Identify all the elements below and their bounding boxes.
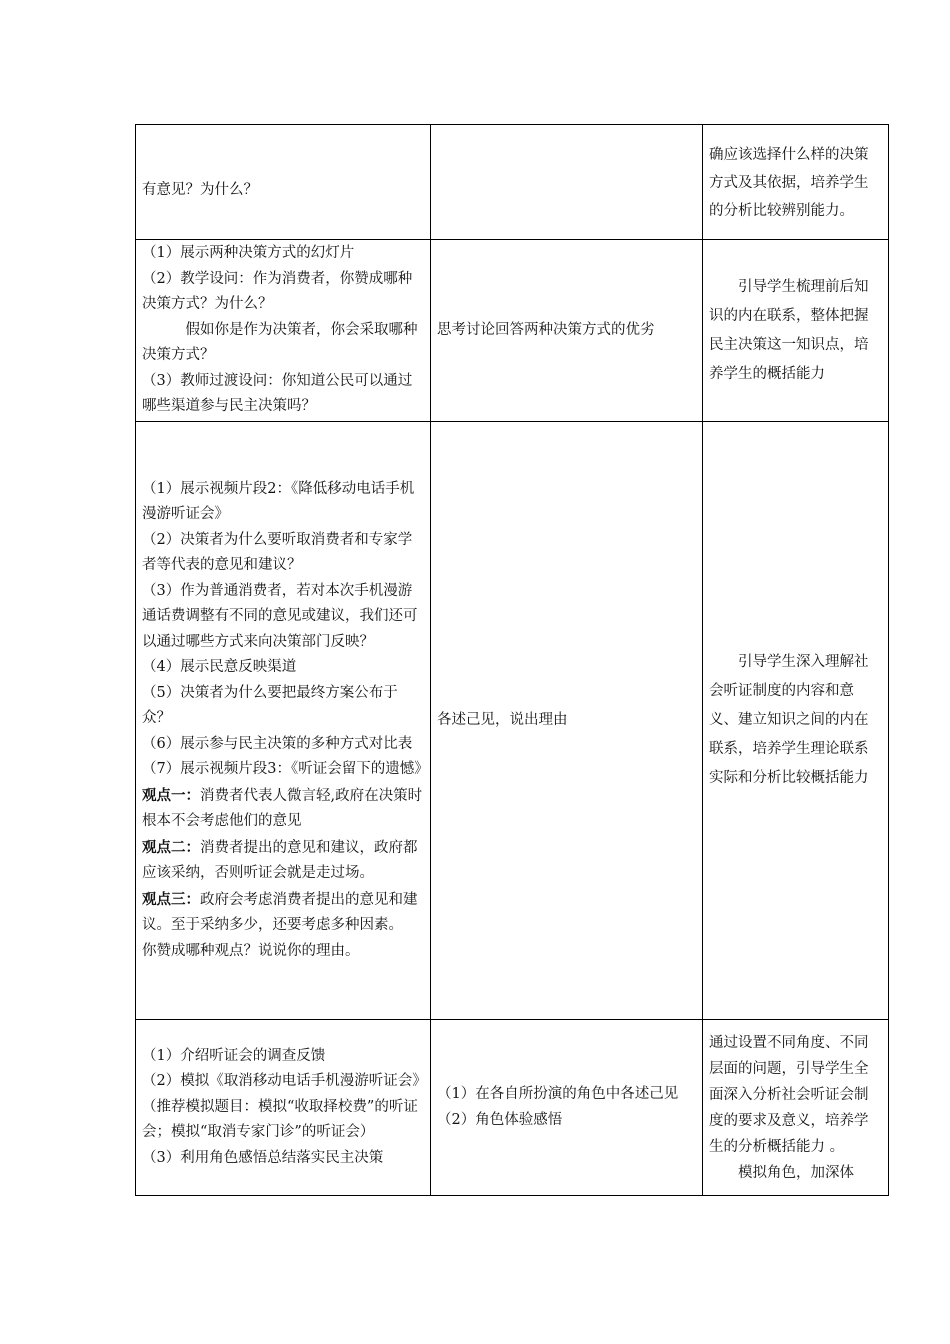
cell-text: 通过设置不同角度、不同层面的问题，引导学生全面深入分析社会听证会制度的要求及意义，培养学生的分析概括能力 。 (709, 1034, 869, 1155)
student-activity-cell (431, 240, 703, 422)
table-row (136, 125, 889, 240)
design-intent-cell (703, 1020, 889, 1196)
cell-text: 思考讨论回答两种决策方式的优劣 (437, 321, 655, 338)
viewpoint-label: 观点三： (142, 890, 200, 908)
cell-text: （2）模拟《取消移动电话手机漫游听证会》 (142, 1073, 427, 1090)
cell-text: 确应该选择什么样的决策方式及其依据，培养学生的分析比较辨别能力。 (709, 147, 869, 219)
cell-text: （3）利用角色感悟总结落实民主决策 (142, 1149, 384, 1166)
cell-text: 引导学生深入理解社会听证制度的内容和意义、建立知识之间的内在联系，培养学生理论联系实际和分析比较概括能力 (709, 654, 869, 786)
cell-text: （6）展示参与民主决策的多种方式对比表 (142, 735, 413, 752)
viewpoint-text: 消费者代表人微言轻,政府在决策时根本不会考虑他们的意见 (142, 787, 423, 830)
viewpoint-1 (142, 783, 424, 835)
cell-text: （2）决策者为什么要听取消费者和专家学者等代表的意见和建议？ (142, 531, 413, 574)
cell-text: （2）教学设问：作为消费者，你赞成哪种决策方式？为什么？ (142, 270, 413, 313)
design-intent-cell (703, 125, 889, 240)
cell-text: （3）教师过渡设问：你知道公民可以通过哪些渠道参与民主决策吗？ (142, 372, 413, 415)
cell-text: 有意见？为什么？ (142, 182, 258, 199)
lesson-plan-table (135, 124, 889, 1196)
design-intent-cell (703, 240, 889, 422)
cell-text: 模拟角色，加深体 (738, 1164, 854, 1181)
teacher-activity-cell (136, 240, 431, 422)
cell-text: （推荐模拟题目：模拟“收取择校费”的听证会；模拟“取消专家门诊”的听证会） (142, 1098, 418, 1141)
viewpoint-label: 观点二： (142, 838, 200, 856)
viewpoint-text: 消费者提出的意见和建议，政府都应该采纳，否则听证会就是走过场。 (142, 839, 418, 882)
teacher-activity-cell (136, 1020, 431, 1196)
cell-text: （7）展示视频片段3：《听证会留下的遗憾》 (142, 761, 429, 778)
cell-text: 你赞成哪种观点？说说你的理由。 (142, 942, 360, 959)
student-activity-cell (431, 125, 703, 240)
table-row (136, 240, 889, 422)
cell-text: （1）展示视频片段2：《降低移动电话手机漫游听证会》 (142, 480, 415, 523)
teacher-activity-cell (136, 125, 431, 240)
teacher-activity-cell (136, 422, 431, 1020)
student-activity-cell (431, 422, 703, 1020)
cell-text: 各述己见，说出理由 (437, 711, 568, 728)
viewpoint-2 (142, 835, 424, 887)
cell-text: （5）决策者为什么要把最终方案公布于众？ (142, 684, 398, 727)
cell-text: 假如你是作为决策者，你会采取哪种决策方式？ (142, 321, 418, 364)
viewpoint-3 (142, 887, 424, 939)
cell-text: （2）角色体验感悟 (437, 1111, 563, 1128)
cell-text: （4）展示民意反映渠道 (142, 659, 297, 676)
cell-text: （3）作为普通消费者，若对本次手机漫游通话费调整有不同的意见或建议，我们还可以通过哪些方式来向决策部门反映？ (142, 582, 418, 650)
cell-text: 引导学生梳理前后知识的内在联系，整体把握民主决策这一知识点，培养学生的概括能力 (709, 278, 869, 382)
student-activity-cell (431, 1020, 703, 1196)
cell-text: （1）展示两种决策方式的幻灯片 (142, 245, 355, 262)
viewpoint-text: 政府会考虑消费者提出的意见和建议。至于采纳多少，还要考虑多种因素。 (142, 891, 418, 934)
table-row (136, 1020, 889, 1196)
cell-text: （1）在各自所扮演的角色中各述己见 (437, 1086, 679, 1102)
design-intent-cell (703, 422, 889, 1020)
viewpoint-label: 观点一： (142, 786, 200, 804)
cell-text: （1）介绍听证会的调查反馈 (142, 1047, 326, 1064)
table-row (136, 422, 889, 1020)
